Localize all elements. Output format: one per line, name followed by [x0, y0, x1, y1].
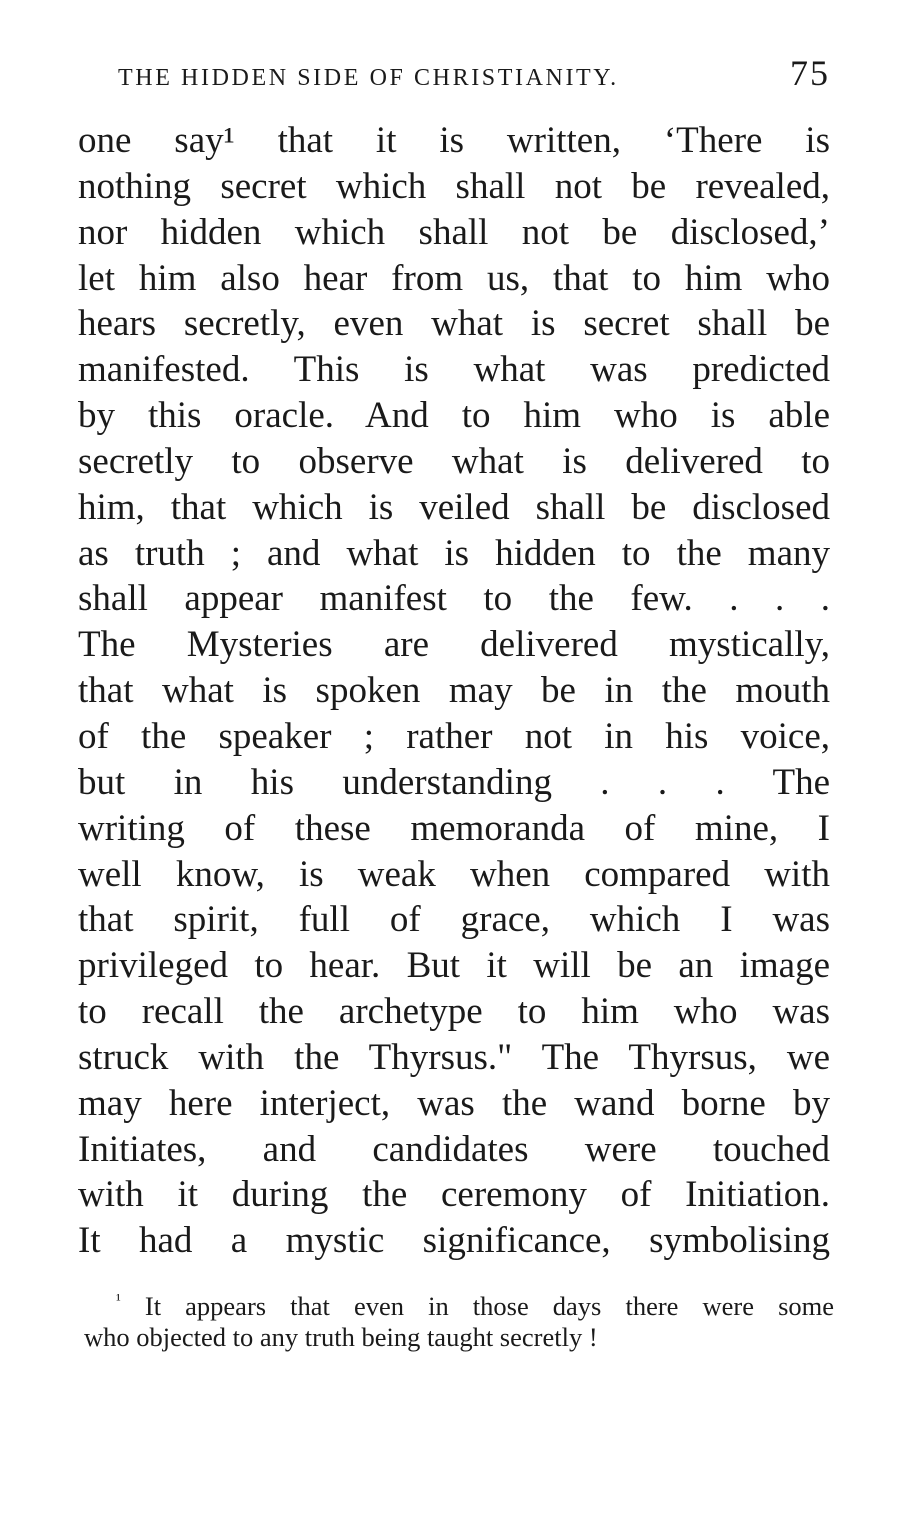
text-line: that spirit, full of grace, which I was [78, 899, 830, 941]
text-line: by this oracle. And to him who is able [78, 395, 830, 437]
page-number: 75 [790, 53, 830, 93]
footnote-marker: ¹ [116, 1292, 121, 1309]
text-line: shall appear manifest to the few. . . . [78, 578, 830, 620]
text-line: one say¹ that it is written, ‘There is [78, 120, 830, 161]
running-title: THE HIDDEN SIDE OF CHRISTIANITY. [118, 65, 619, 91]
text-line: privileged to hear. But it will be an image [78, 945, 830, 987]
text-line: that what is spoken may be in the mouth [78, 670, 830, 712]
text-line: let him also hear from us, that to him who [78, 257, 830, 299]
running-head [118, 52, 830, 92]
text-line: nor hidden which shall not be disclosed,’ [78, 211, 830, 253]
text-line: writing of these memoranda of mine, I [78, 807, 830, 849]
text-line: of the speaker ; rather not in his voice, [78, 715, 830, 757]
footnote-text: It appears that even in those days there were some [144, 1291, 835, 1321]
footnote-line [84, 1282, 834, 1319]
text-line: secretly to observe what is delivered to [78, 440, 830, 482]
text-line: struck with the Thyrsus." The Thyrsus, we [78, 1036, 830, 1078]
text-line: as truth ; and what is hidden to the many [78, 532, 830, 574]
text-line: manifested. This is what was predicted [78, 349, 830, 391]
text-line: him, that which is veiled shall be disclosed [78, 486, 830, 528]
footnote [84, 1282, 834, 1356]
text-line: The Mysteries are delivered mystically, [78, 624, 830, 666]
text-line: with it during the ceremony of Initiation. [78, 1174, 830, 1216]
text-line: hears secretly, even what is secret shall be [78, 303, 830, 345]
text-line: to recall the archetype to him who was [78, 991, 830, 1033]
body-text [78, 118, 830, 1264]
text-line: but in his understanding . . . The [78, 761, 830, 803]
footnote-line: who objected to any truth being taught secretly ! [84, 1322, 598, 1352]
text-line: Initiates, and candidates were touched [78, 1128, 830, 1170]
text-line: nothing secret which shall not be revealed, [78, 165, 830, 207]
text-line: It had a mystic significance, symbolising [78, 1220, 830, 1262]
text-line: may here interject, was the wand borne by [78, 1082, 830, 1124]
text-line: well know, is weak when compared with [78, 853, 830, 895]
